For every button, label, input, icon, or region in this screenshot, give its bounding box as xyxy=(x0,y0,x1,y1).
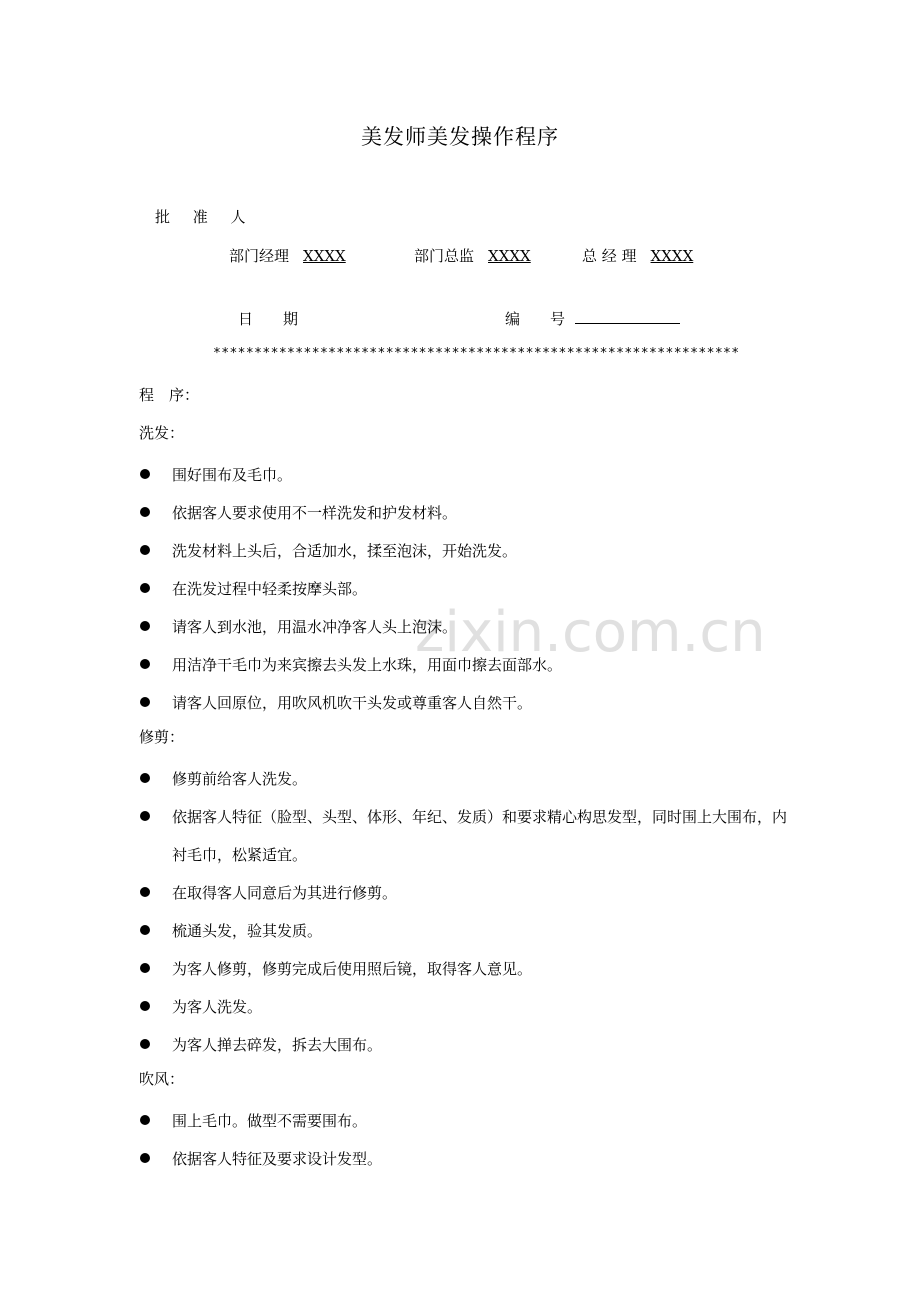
dept-director-signature xyxy=(414,245,531,266)
number-label: 编 号 xyxy=(505,310,566,328)
list-item: 在洗发过程中轻柔按摩头部。 xyxy=(139,570,799,608)
general-manager-value: XXXX xyxy=(650,247,694,265)
list-item: 围上毛巾。做型不需要围布。 xyxy=(139,1102,799,1140)
list-item: 为客人掸去碎发，拆去大围布。 xyxy=(139,1026,799,1064)
procedure-label: 程 序： xyxy=(139,386,200,404)
list-item: 洗发材料上头后，合适加水，揉至泡沫，开始洗发。 xyxy=(139,532,799,570)
list-item: 在取得客人同意后为其进行修剪。 xyxy=(139,874,799,912)
bullet-icon xyxy=(140,697,150,707)
number-blank-line xyxy=(575,309,680,324)
procedure-content xyxy=(139,380,799,1178)
bullet-icon xyxy=(140,1153,150,1163)
bullet-icon xyxy=(140,1039,150,1049)
list-item: 用洁净干毛巾为来宾擦去头发上水珠，用面巾擦去面部水。 xyxy=(139,646,799,684)
bullet-icon xyxy=(140,963,150,973)
bullet-icon xyxy=(140,507,150,517)
bullet-icon xyxy=(140,1115,150,1125)
bullet-icon xyxy=(140,583,150,593)
dept-manager-label: 部门经理 xyxy=(229,247,290,265)
bullet-icon xyxy=(140,811,150,821)
list-item: 请客人到水池，用温水冲净客人头上泡沫。 xyxy=(139,608,799,646)
bullet-icon xyxy=(140,1001,150,1011)
section-heading: 吹风： xyxy=(139,1070,185,1088)
list-item: 为客人洗发。 xyxy=(139,988,799,1026)
list-item: 请客人回原位，用吹风机吹干头发或尊重客人自然干。 xyxy=(139,684,799,722)
general-manager-signature xyxy=(582,245,693,266)
bullet-icon xyxy=(140,545,150,555)
watermark: zixin.com.cn xyxy=(415,600,766,665)
dept-director-value: XXXX xyxy=(488,247,531,265)
list-item: 依据客人特征（脸型、头型、体形、年纪、发质）和要求精心构思发型，同时围上大围布，内衬毛巾，松紧适宜。 xyxy=(139,798,799,874)
section-heading: 修剪： xyxy=(139,728,185,746)
section-heading: 洗发： xyxy=(139,424,185,442)
separator-line: **************************************************************** xyxy=(213,346,740,361)
list-item: 为客人修剪，修剪完成后使用照后镜，取得客人意见。 xyxy=(139,950,799,988)
general-manager-label: 总 经 理 xyxy=(582,247,637,265)
date-label: 日 期 xyxy=(238,310,299,328)
bullet-icon xyxy=(140,659,150,669)
list-item: 围好围布及毛巾。 xyxy=(139,456,799,494)
approver-label: 批 准 人 xyxy=(155,208,255,226)
list-item: 修剪前给客人洗发。 xyxy=(139,760,799,798)
bullet-icon xyxy=(140,469,150,479)
document-title: 美发师美发操作程序 xyxy=(361,125,559,149)
bullet-icon xyxy=(140,925,150,935)
dept-manager-value: XXXX xyxy=(303,247,346,265)
section-trim xyxy=(139,722,799,1064)
number-field xyxy=(505,308,680,329)
dept-director-label: 部门总监 xyxy=(414,247,475,265)
dept-manager-signature xyxy=(229,245,346,266)
list-item: 依据客人要求使用不一样洗发和护发材料。 xyxy=(139,494,799,532)
bullet-icon xyxy=(140,773,150,783)
section-blowdry xyxy=(139,1064,799,1178)
bullet-icon xyxy=(140,621,150,631)
bullet-icon xyxy=(140,887,150,897)
list-item: 梳通头发，验其发质。 xyxy=(139,912,799,950)
section-wash xyxy=(139,418,799,722)
list-item: 依据客人特征及要求设计发型。 xyxy=(139,1140,799,1178)
